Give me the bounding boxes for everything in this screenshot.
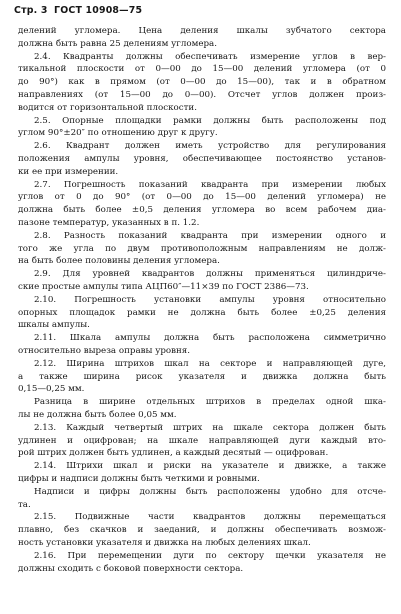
text-line: цифры и надписи должны быть четкими и ровными. [18,474,260,484]
text-line: ские простые ампулы типа АЦП60″—11×39 по ГОСТ 2386—73. [18,282,309,292]
page-header [14,5,145,16]
text-line: Разница в ширине отдельных штрихов в пределах одной шка- [34,397,386,408]
page-number: Стр. 3 [14,5,48,16]
text-line: 2.6. Квадрант должен иметь устройство для регулирования [34,141,386,152]
text-line: 2.10. Погрешность установки ампулы уровня относительно [34,294,386,305]
text-line: 2.4. Квадранты должны обеспечивать измерение углов в вер- [34,51,386,62]
text-line: 2.16. При перемещении дуги по сектору щечки указателя не [34,550,386,561]
text-line: водится от горизонтальной плоскости. [18,102,197,113]
text-line: 2.13. Каждый четвертый штрих на шкале сектора должен быть [34,422,386,433]
text-line: должна быть более ±0,5 деления угломера во всем рабочем диа- [18,205,386,216]
text-line: 2.8. Разность показаний квадранта при измерении одного и [34,230,386,241]
text-line: удлинен и оцифрован; на шкале направляющей дуги каждый вто- [18,435,386,446]
text-line: должна быть равна 25 делениям угломера. [18,38,217,49]
text-line: тикальной плоскости от 0—00 до 15—00 делений угломера (от 0 [18,64,386,75]
text-line: должны сходить с боковой поверхности сектора. [18,563,244,574]
text-line: плавно, без скачков и заеданий, и должны обеспечивать возмож- [18,525,386,536]
text-line: 2.5. Опорные площадки рамки должны быть расположены под [34,115,386,126]
text-line: шкалы ампулы. [18,320,90,331]
text-line: а также ширина рисок указателя и движка должна быть [18,371,386,382]
text-line: углов от 0 до 90° (от 0—00 до 15—00 делений угломера) не [18,192,386,203]
text-line: пазоне температур, указанных в п. 1.2. [18,218,200,228]
text-line: на быть более половины деления угломера. [18,256,220,267]
text-line: 0,15—0,25 мм. [18,384,85,395]
text-line: направлениях (от 15—00 до 0—00). Отсчет углов должен произ- [18,90,386,100]
text-line: 2.9. Для уровней квадрантов должны применяться цилиндриче- [34,269,386,280]
text-line: до 90°) как в прямом (от 0—00 до 15—00), так и в обратном [18,77,386,88]
text-line: опорных площадок рамки не должна быть более ±0,25 деления [18,307,386,318]
text-line: относительно выреза оправы уровня. [18,346,191,356]
text-line: 2.14. Штрихи шкал и риски на указателе и движке, а также [34,461,386,472]
text-line: ки ее при измерении. [18,166,119,177]
text-line: положения ампулы уровня, обеспечивающее постоянство установ- [18,154,386,164]
text-line: рой штрих должен быть удлинен, а каждый десятый — оцифрован. [18,448,329,459]
text-line: 2.7. Погрешность показаний квадранта при измерении любых [34,179,386,190]
standard-number: ГОСТ 10908—75 [54,5,143,16]
text-line: лы не должна быть более 0,05 мм. [18,410,177,420]
text-line: 2.12. Ширина штрихов шкал на секторе и направляющей дуге, [34,358,386,369]
text-line: 2.11. Шкала ампулы должна быть расположена симметрично [34,333,386,344]
text-line: 2.15. Подвижные части квадрантов должны перемещаться [34,512,386,523]
text-line: та. [18,499,31,510]
text-line: Надписи и цифры должны быть расположены удобно для отсче- [34,486,386,497]
text-line: ность установки указателя и движка на любых делениях шкал. [18,538,311,548]
text-line: углом 90°±20″ по отношению друг к другу. [18,128,218,139]
text-line: делений угломера. Цена деления шкалы зубчатого сектора [18,26,386,36]
text-line: того же угла по двум противоположным направлениям не долж- [18,243,386,254]
